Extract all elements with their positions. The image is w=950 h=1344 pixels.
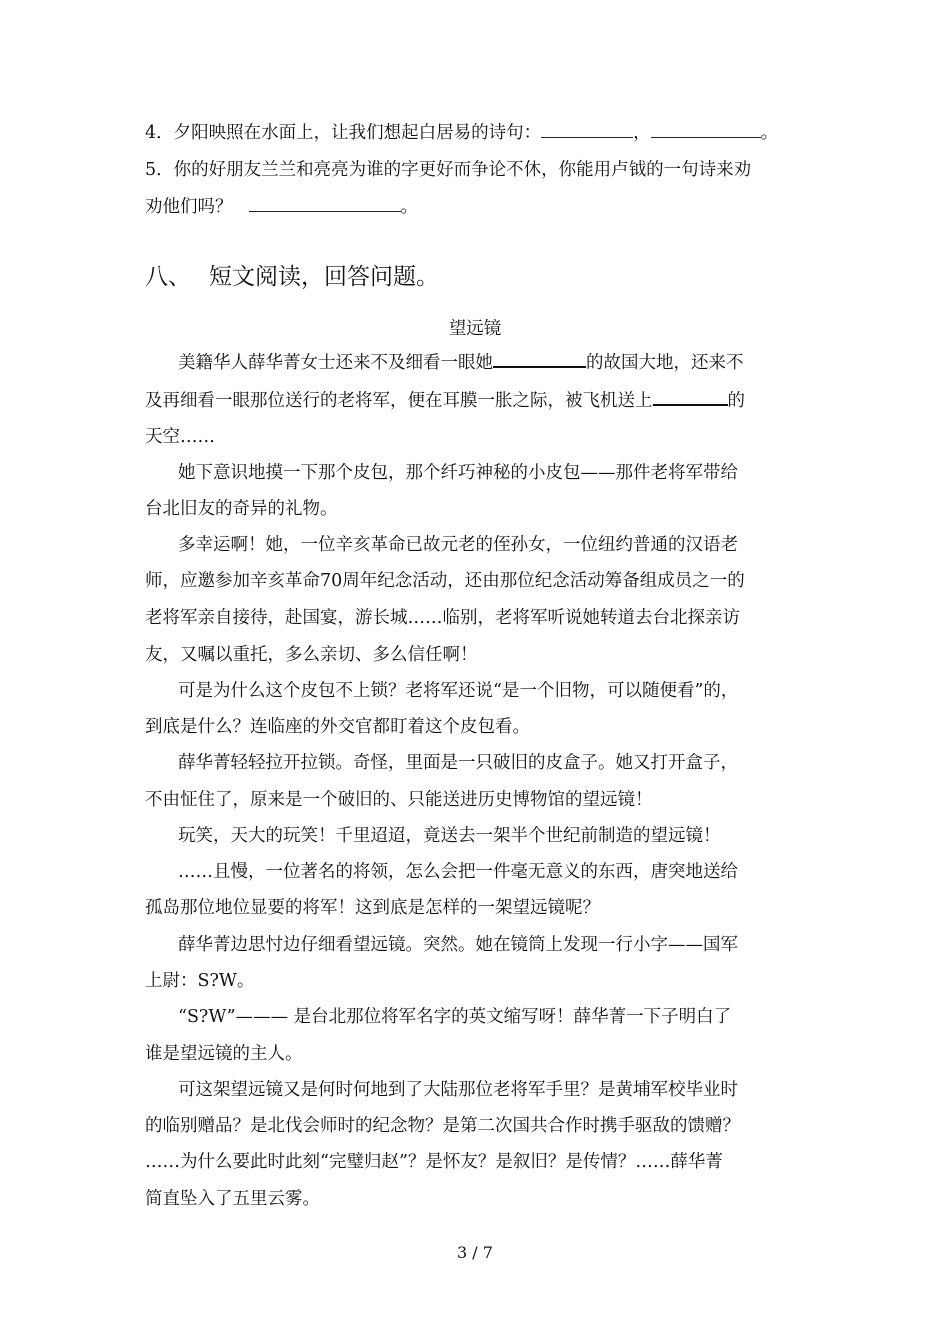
question-5-text: 5．你的好朋友兰兰和亮亮为谁的字更好而争论不休，你能用卢钺的一句诗来劝 bbox=[145, 160, 752, 180]
answer-blank-5[interactable] bbox=[249, 195, 401, 212]
passage-line: 的临别赠品？是北伐会师时的纪念物？是第二次国共合作时携手驱敌的馈赠？ bbox=[145, 1116, 740, 1136]
question-4-comma: ， bbox=[633, 123, 651, 143]
passage-text: 的故国大地，还来不 bbox=[586, 353, 744, 373]
answer-blank-4a[interactable] bbox=[541, 121, 633, 138]
passage-line: 薛华菁轻轻拉开拉锁。奇怪，里面是一只破旧的皮盒子。她又打开盒子， bbox=[178, 753, 738, 773]
page-number: 3 / 7 bbox=[457, 1243, 493, 1262]
passage-line: 她下意识地摸一下那个皮包，那个纤巧神秘的小皮包——那件老将军带给 bbox=[178, 463, 738, 483]
section-heading bbox=[145, 262, 439, 292]
passage-line: 师，应邀参加辛亥革命70周年纪念活动，还由那位纪念活动筹备组成员之一的 bbox=[145, 571, 745, 591]
answer-blank-p1a[interactable] bbox=[493, 350, 586, 368]
passage-line: 友，又嘱以重托，多么亲切、多么信任啊！ bbox=[145, 645, 478, 665]
passage-line: 老将军亲自接待，赴国宴，游长城……临别，老将军听说她转道去台北探亲访 bbox=[145, 608, 740, 628]
passage-line: ……且慢，一位著名的将领，怎么会把一件毫无意义的东西，唐突地送给 bbox=[178, 862, 738, 882]
passage-line: 天空…… bbox=[145, 427, 215, 447]
passage-line: 薛华菁边思忖边仔细看望远镜。突然。她在镜筒上发现一行小字——国军 bbox=[178, 935, 738, 955]
passage-title: 望远镜 bbox=[448, 319, 502, 339]
passage-line: 谁是望远镜的主人。 bbox=[145, 1044, 303, 1064]
answer-blank-4b[interactable] bbox=[651, 121, 761, 138]
section-title: 短文阅读，回答问题。 bbox=[209, 264, 439, 290]
question-4 bbox=[145, 121, 778, 145]
passage-line: 简直坠入了五里云雾。 bbox=[145, 1189, 320, 1209]
passage-text: 的 bbox=[727, 391, 745, 411]
question-4-text: 4．夕阳映照在水面上，让我们想起白居易的诗句： bbox=[145, 123, 542, 143]
passage-line: 台北旧友的奇异的礼物。 bbox=[145, 499, 338, 519]
passage-line bbox=[145, 388, 745, 413]
passage-line: 不由怔住了，原来是一个破旧的、只能送进历史博物馆的望远镜！ bbox=[145, 790, 653, 810]
question-5-line-1 bbox=[145, 158, 751, 182]
passage-line: “S?W”——— 是台北那位将军名字的英文缩写呀！薛华菁一下子明白了 bbox=[178, 1007, 732, 1027]
passage-text: 及再细看一眼那位送行的老将军，便在耳膜一胀之际，被飞机送上 bbox=[145, 391, 653, 411]
passage-line: 玩笑，天大的玩笑！千里迢迢，竟送去一架半个世纪前制造的望远镜！ bbox=[178, 826, 721, 846]
passage-line: 孤岛那位地位显要的将军！这到底是怎样的一架望远镜呢？ bbox=[145, 898, 600, 918]
question-5-line-2 bbox=[145, 195, 418, 219]
passage-line: 多幸运啊！她，一位辛亥革命已故元老的侄孙女，一位纽约普通的汉语老 bbox=[178, 535, 738, 555]
section-number: 八、 bbox=[145, 264, 191, 290]
passage-line: ……为什么要此时此刻“完璧归赵”？是怀友？是叙旧？是传情？……薛华菁 bbox=[145, 1152, 723, 1172]
question-4-end: 。 bbox=[760, 123, 779, 143]
passage-line: 上尉：S?W。 bbox=[145, 971, 255, 991]
answer-blank-p1b[interactable] bbox=[653, 388, 728, 406]
passage-line bbox=[178, 350, 744, 375]
passage-line: 到底是什么？连临座的外交官都盯着这个皮包看。 bbox=[145, 717, 530, 737]
passage-text: 美籍华人薛华菁女士还来不及细看一眼她 bbox=[178, 353, 493, 373]
question-5-text-2: 劝他们吗？ bbox=[145, 197, 233, 217]
question-5-end: 。 bbox=[400, 197, 418, 217]
passage-line: 可是为什么这个皮包不上锁？老将军还说“是一个旧物，可以随便看”的， bbox=[178, 681, 739, 701]
passage-line: 可这架望远镜又是何时何地到了大陆那位老将军手里？是黄埔军校毕业时 bbox=[178, 1080, 738, 1100]
